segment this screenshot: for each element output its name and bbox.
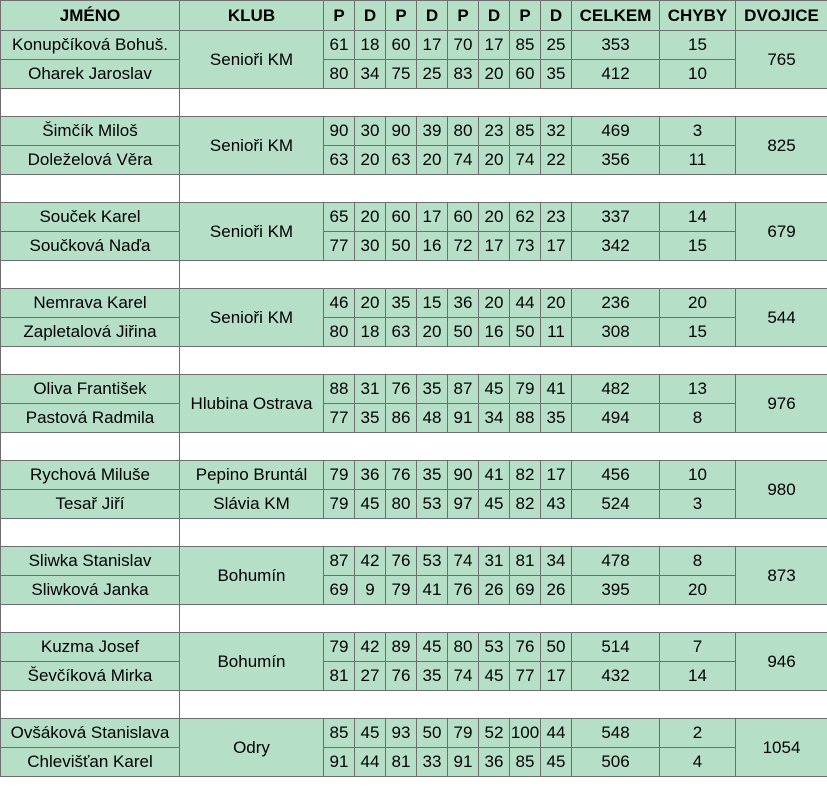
score-p: 62 <box>510 203 541 232</box>
spacer-cell <box>180 89 827 117</box>
total-celkem: 342 <box>572 232 660 261</box>
club-name: Senioři KM <box>180 289 324 347</box>
score-d: 17 <box>541 232 572 261</box>
score-d: 17 <box>541 662 572 691</box>
spacer-cell <box>180 347 827 375</box>
player-name: Rychová Miluše <box>1 461 180 490</box>
spacer-row <box>1 605 827 633</box>
score-d: 44 <box>541 719 572 748</box>
score-p: 60 <box>386 31 417 60</box>
score-d: 30 <box>355 117 386 146</box>
total-celkem: 356 <box>572 146 660 175</box>
score-d: 45 <box>479 662 510 691</box>
header-d4: D <box>541 1 572 31</box>
score-p: 63 <box>386 146 417 175</box>
total-celkem: 395 <box>572 576 660 605</box>
player-name: Nemrava Karel <box>1 289 180 318</box>
score-d: 20 <box>355 203 386 232</box>
total-celkem: 482 <box>572 375 660 404</box>
score-d: 35 <box>541 404 572 433</box>
pair-total-dvojice: 825 <box>736 117 827 175</box>
table-row <box>1 633 827 662</box>
spacer-cell <box>180 433 827 461</box>
score-d: 20 <box>417 146 448 175</box>
spacer-row <box>1 691 827 719</box>
pair-total-dvojice: 873 <box>736 547 827 605</box>
errors-chyby: 7 <box>660 633 736 662</box>
table-row <box>1 203 827 232</box>
table-row <box>1 461 827 490</box>
score-d: 39 <box>417 117 448 146</box>
score-p: 85 <box>324 719 355 748</box>
score-p: 77 <box>324 232 355 261</box>
club-name: Senioři KM <box>180 117 324 175</box>
score-p: 88 <box>510 404 541 433</box>
score-d: 33 <box>417 748 448 777</box>
score-d: 41 <box>541 375 572 404</box>
score-d: 48 <box>417 404 448 433</box>
spacer-cell <box>180 175 827 203</box>
score-p: 89 <box>386 633 417 662</box>
score-d: 53 <box>417 547 448 576</box>
score-p: 50 <box>510 318 541 347</box>
score-d: 15 <box>417 289 448 318</box>
table-row <box>1 375 827 404</box>
header-jmeno: JMÉNO <box>1 1 180 31</box>
errors-chyby: 8 <box>660 547 736 576</box>
score-d: 22 <box>541 146 572 175</box>
score-p: 79 <box>324 633 355 662</box>
errors-chyby: 20 <box>660 576 736 605</box>
score-d: 31 <box>355 375 386 404</box>
score-d: 20 <box>355 146 386 175</box>
score-d: 50 <box>541 633 572 662</box>
score-d: 18 <box>355 318 386 347</box>
score-p: 74 <box>510 146 541 175</box>
score-p: 65 <box>324 203 355 232</box>
spacer-row <box>1 519 827 547</box>
score-p: 76 <box>510 633 541 662</box>
errors-chyby: 4 <box>660 748 736 777</box>
score-p: 60 <box>386 203 417 232</box>
spacer-cell <box>1 519 180 547</box>
club-name: Senioři KM <box>180 203 324 261</box>
player-name: Chlevišťan Karel <box>1 748 180 777</box>
score-p: 81 <box>324 662 355 691</box>
player-name: Sliwka Stanislav <box>1 547 180 576</box>
player-name: Šimčík Miloš <box>1 117 180 146</box>
score-d: 17 <box>541 461 572 490</box>
total-celkem: 412 <box>572 60 660 89</box>
player-name: Doleželová Věra <box>1 146 180 175</box>
score-p: 80 <box>324 60 355 89</box>
score-d: 23 <box>479 117 510 146</box>
spacer-cell <box>1 347 180 375</box>
pair-total-dvojice: 544 <box>736 289 827 347</box>
table-row <box>1 404 827 433</box>
spacer-row <box>1 347 827 375</box>
player-name: Součková Naďa <box>1 232 180 261</box>
table-row <box>1 490 827 519</box>
spacer-cell <box>180 519 827 547</box>
header-row <box>1 1 827 31</box>
score-p: 87 <box>448 375 479 404</box>
total-celkem: 353 <box>572 31 660 60</box>
player-name: Sliwková Janka <box>1 576 180 605</box>
total-celkem: 432 <box>572 662 660 691</box>
table-row <box>1 289 827 318</box>
score-d: 53 <box>479 633 510 662</box>
score-p: 76 <box>386 375 417 404</box>
total-celkem: 337 <box>572 203 660 232</box>
score-d: 35 <box>355 404 386 433</box>
score-d: 17 <box>479 232 510 261</box>
spacer-cell <box>180 261 827 289</box>
score-d: 17 <box>417 31 448 60</box>
errors-chyby: 8 <box>660 404 736 433</box>
score-d: 34 <box>541 547 572 576</box>
club-name: Slávia KM <box>180 490 324 519</box>
score-p: 46 <box>324 289 355 318</box>
errors-chyby: 15 <box>660 31 736 60</box>
player-name: Souček Karel <box>1 203 180 232</box>
club-name: Hlubina Ostrava <box>180 375 324 433</box>
score-p: 80 <box>448 633 479 662</box>
spacer-cell <box>1 433 180 461</box>
score-p: 36 <box>448 289 479 318</box>
player-name: Tesař Jiří <box>1 490 180 519</box>
errors-chyby: 3 <box>660 490 736 519</box>
score-p: 93 <box>386 719 417 748</box>
player-name: Pastová Radmila <box>1 404 180 433</box>
score-d: 17 <box>479 31 510 60</box>
score-d: 43 <box>541 490 572 519</box>
table-row <box>1 547 827 576</box>
club-name: Odry <box>180 719 324 777</box>
club-name: Pepino Bruntál <box>180 461 324 490</box>
score-p: 80 <box>386 490 417 519</box>
header-klub: KLUB <box>180 1 324 31</box>
score-p: 79 <box>448 719 479 748</box>
score-p: 69 <box>324 576 355 605</box>
total-celkem: 308 <box>572 318 660 347</box>
score-d: 20 <box>479 60 510 89</box>
score-p: 82 <box>510 461 541 490</box>
table-row <box>1 719 827 748</box>
score-p: 76 <box>386 461 417 490</box>
player-name: Ševčíková Mirka <box>1 662 180 691</box>
total-celkem: 548 <box>572 719 660 748</box>
score-d: 17 <box>417 203 448 232</box>
errors-chyby: 15 <box>660 232 736 261</box>
score-p: 80 <box>324 318 355 347</box>
score-p: 79 <box>324 490 355 519</box>
score-p: 77 <box>510 662 541 691</box>
pair-total-dvojice: 765 <box>736 31 827 89</box>
table-row <box>1 748 827 777</box>
table-row <box>1 576 827 605</box>
pair-total-dvojice: 946 <box>736 633 827 691</box>
header-d2: D <box>417 1 448 31</box>
score-p: 81 <box>510 547 541 576</box>
score-d: 11 <box>541 318 572 347</box>
spacer-row <box>1 175 827 203</box>
score-p: 63 <box>386 318 417 347</box>
score-p: 86 <box>386 404 417 433</box>
score-p: 77 <box>324 404 355 433</box>
pair-total-dvojice: 980 <box>736 461 827 519</box>
score-d: 20 <box>355 289 386 318</box>
table-row <box>1 31 827 60</box>
score-d: 18 <box>355 31 386 60</box>
spacer-cell <box>1 89 180 117</box>
player-name: Oliva František <box>1 375 180 404</box>
score-d: 44 <box>355 748 386 777</box>
table-row <box>1 146 827 175</box>
score-p: 85 <box>510 748 541 777</box>
score-p: 75 <box>386 60 417 89</box>
table-row <box>1 60 827 89</box>
total-celkem: 456 <box>572 461 660 490</box>
spacer-row <box>1 261 827 289</box>
club-name: Bohumín <box>180 547 324 605</box>
total-celkem: 494 <box>572 404 660 433</box>
spacer-cell <box>180 605 827 633</box>
errors-chyby: 10 <box>660 60 736 89</box>
score-d: 41 <box>417 576 448 605</box>
score-d: 35 <box>417 662 448 691</box>
total-celkem: 236 <box>572 289 660 318</box>
errors-chyby: 20 <box>660 289 736 318</box>
score-d: 45 <box>479 490 510 519</box>
score-p: 80 <box>448 117 479 146</box>
total-celkem: 478 <box>572 547 660 576</box>
score-p: 91 <box>448 748 479 777</box>
errors-chyby: 14 <box>660 662 736 691</box>
score-p: 79 <box>324 461 355 490</box>
header-celkem: CELKEM <box>572 1 660 31</box>
score-p: 91 <box>448 404 479 433</box>
score-d: 42 <box>355 633 386 662</box>
club-name: Bohumín <box>180 633 324 691</box>
score-d: 36 <box>479 748 510 777</box>
player-name: Ovšáková Stanislava <box>1 719 180 748</box>
header-d1: D <box>355 1 386 31</box>
header-chyby: CHYBY <box>660 1 736 31</box>
score-p: 85 <box>510 31 541 60</box>
player-name: Konupčíková Bohuš. <box>1 31 180 60</box>
score-p: 76 <box>386 662 417 691</box>
score-d: 32 <box>541 117 572 146</box>
score-p: 79 <box>386 576 417 605</box>
score-d: 45 <box>355 490 386 519</box>
score-d: 35 <box>541 60 572 89</box>
score-d: 52 <box>479 719 510 748</box>
score-p: 81 <box>386 748 417 777</box>
spacer-row <box>1 433 827 461</box>
score-p: 100 <box>510 719 541 748</box>
score-p: 60 <box>448 203 479 232</box>
score-d: 45 <box>417 633 448 662</box>
score-p: 63 <box>324 146 355 175</box>
score-p: 69 <box>510 576 541 605</box>
club-name: Senioři KM <box>180 31 324 89</box>
score-p: 83 <box>448 60 479 89</box>
spacer-cell <box>180 691 827 719</box>
spacer-cell <box>1 691 180 719</box>
score-d: 16 <box>479 318 510 347</box>
score-d: 42 <box>355 547 386 576</box>
score-d: 20 <box>479 146 510 175</box>
score-p: 97 <box>448 490 479 519</box>
spacer-row <box>1 89 827 117</box>
score-d: 30 <box>355 232 386 261</box>
score-p: 87 <box>324 547 355 576</box>
header-dvojice: DVOJICE <box>736 1 827 31</box>
errors-chyby: 2 <box>660 719 736 748</box>
score-p: 74 <box>448 547 479 576</box>
score-d: 45 <box>479 375 510 404</box>
pair-total-dvojice: 976 <box>736 375 827 433</box>
score-d: 31 <box>479 547 510 576</box>
score-p: 74 <box>448 662 479 691</box>
errors-chyby: 10 <box>660 461 736 490</box>
score-d: 35 <box>417 461 448 490</box>
score-p: 76 <box>386 547 417 576</box>
score-p: 72 <box>448 232 479 261</box>
score-p: 50 <box>386 232 417 261</box>
errors-chyby: 15 <box>660 318 736 347</box>
score-p: 79 <box>510 375 541 404</box>
player-name: Kuzma Josef <box>1 633 180 662</box>
table-row <box>1 117 827 146</box>
score-p: 76 <box>448 576 479 605</box>
score-d: 34 <box>355 60 386 89</box>
score-d: 45 <box>355 719 386 748</box>
score-d: 41 <box>479 461 510 490</box>
score-d: 20 <box>479 289 510 318</box>
header-d3: D <box>479 1 510 31</box>
score-p: 91 <box>324 748 355 777</box>
score-p: 90 <box>386 117 417 146</box>
header-p2: P <box>386 1 417 31</box>
score-d: 25 <box>541 31 572 60</box>
pair-total-dvojice: 1054 <box>736 719 827 777</box>
errors-chyby: 11 <box>660 146 736 175</box>
total-celkem: 506 <box>572 748 660 777</box>
score-d: 27 <box>355 662 386 691</box>
total-celkem: 469 <box>572 117 660 146</box>
table-row <box>1 662 827 691</box>
header-p4: P <box>510 1 541 31</box>
score-p: 44 <box>510 289 541 318</box>
player-name: Oharek Jaroslav <box>1 60 180 89</box>
score-p: 50 <box>448 318 479 347</box>
score-p: 85 <box>510 117 541 146</box>
score-p: 61 <box>324 31 355 60</box>
score-p: 60 <box>510 60 541 89</box>
score-p: 82 <box>510 490 541 519</box>
spacer-cell <box>1 605 180 633</box>
errors-chyby: 13 <box>660 375 736 404</box>
spacer-cell <box>1 261 180 289</box>
score-d: 20 <box>479 203 510 232</box>
score-d: 34 <box>479 404 510 433</box>
score-d: 23 <box>541 203 572 232</box>
score-d: 16 <box>417 232 448 261</box>
score-d: 9 <box>355 576 386 605</box>
score-p: 88 <box>324 375 355 404</box>
table-row <box>1 318 827 347</box>
score-d: 25 <box>417 60 448 89</box>
score-d: 26 <box>541 576 572 605</box>
total-celkem: 524 <box>572 490 660 519</box>
spacer-cell <box>1 175 180 203</box>
score-d: 35 <box>417 375 448 404</box>
player-name: Zapletalová Jiřina <box>1 318 180 347</box>
errors-chyby: 14 <box>660 203 736 232</box>
score-d: 26 <box>479 576 510 605</box>
score-d: 53 <box>417 490 448 519</box>
score-d: 45 <box>541 748 572 777</box>
table-row <box>1 232 827 261</box>
score-d: 36 <box>355 461 386 490</box>
score-p: 74 <box>448 146 479 175</box>
header-p3: P <box>448 1 479 31</box>
total-celkem: 514 <box>572 633 660 662</box>
header-p1: P <box>324 1 355 31</box>
score-d: 20 <box>541 289 572 318</box>
score-p: 70 <box>448 31 479 60</box>
errors-chyby: 3 <box>660 117 736 146</box>
pair-total-dvojice: 679 <box>736 203 827 261</box>
score-p: 73 <box>510 232 541 261</box>
score-p: 90 <box>324 117 355 146</box>
score-d: 50 <box>417 719 448 748</box>
score-d: 20 <box>417 318 448 347</box>
score-p: 90 <box>448 461 479 490</box>
score-p: 35 <box>386 289 417 318</box>
